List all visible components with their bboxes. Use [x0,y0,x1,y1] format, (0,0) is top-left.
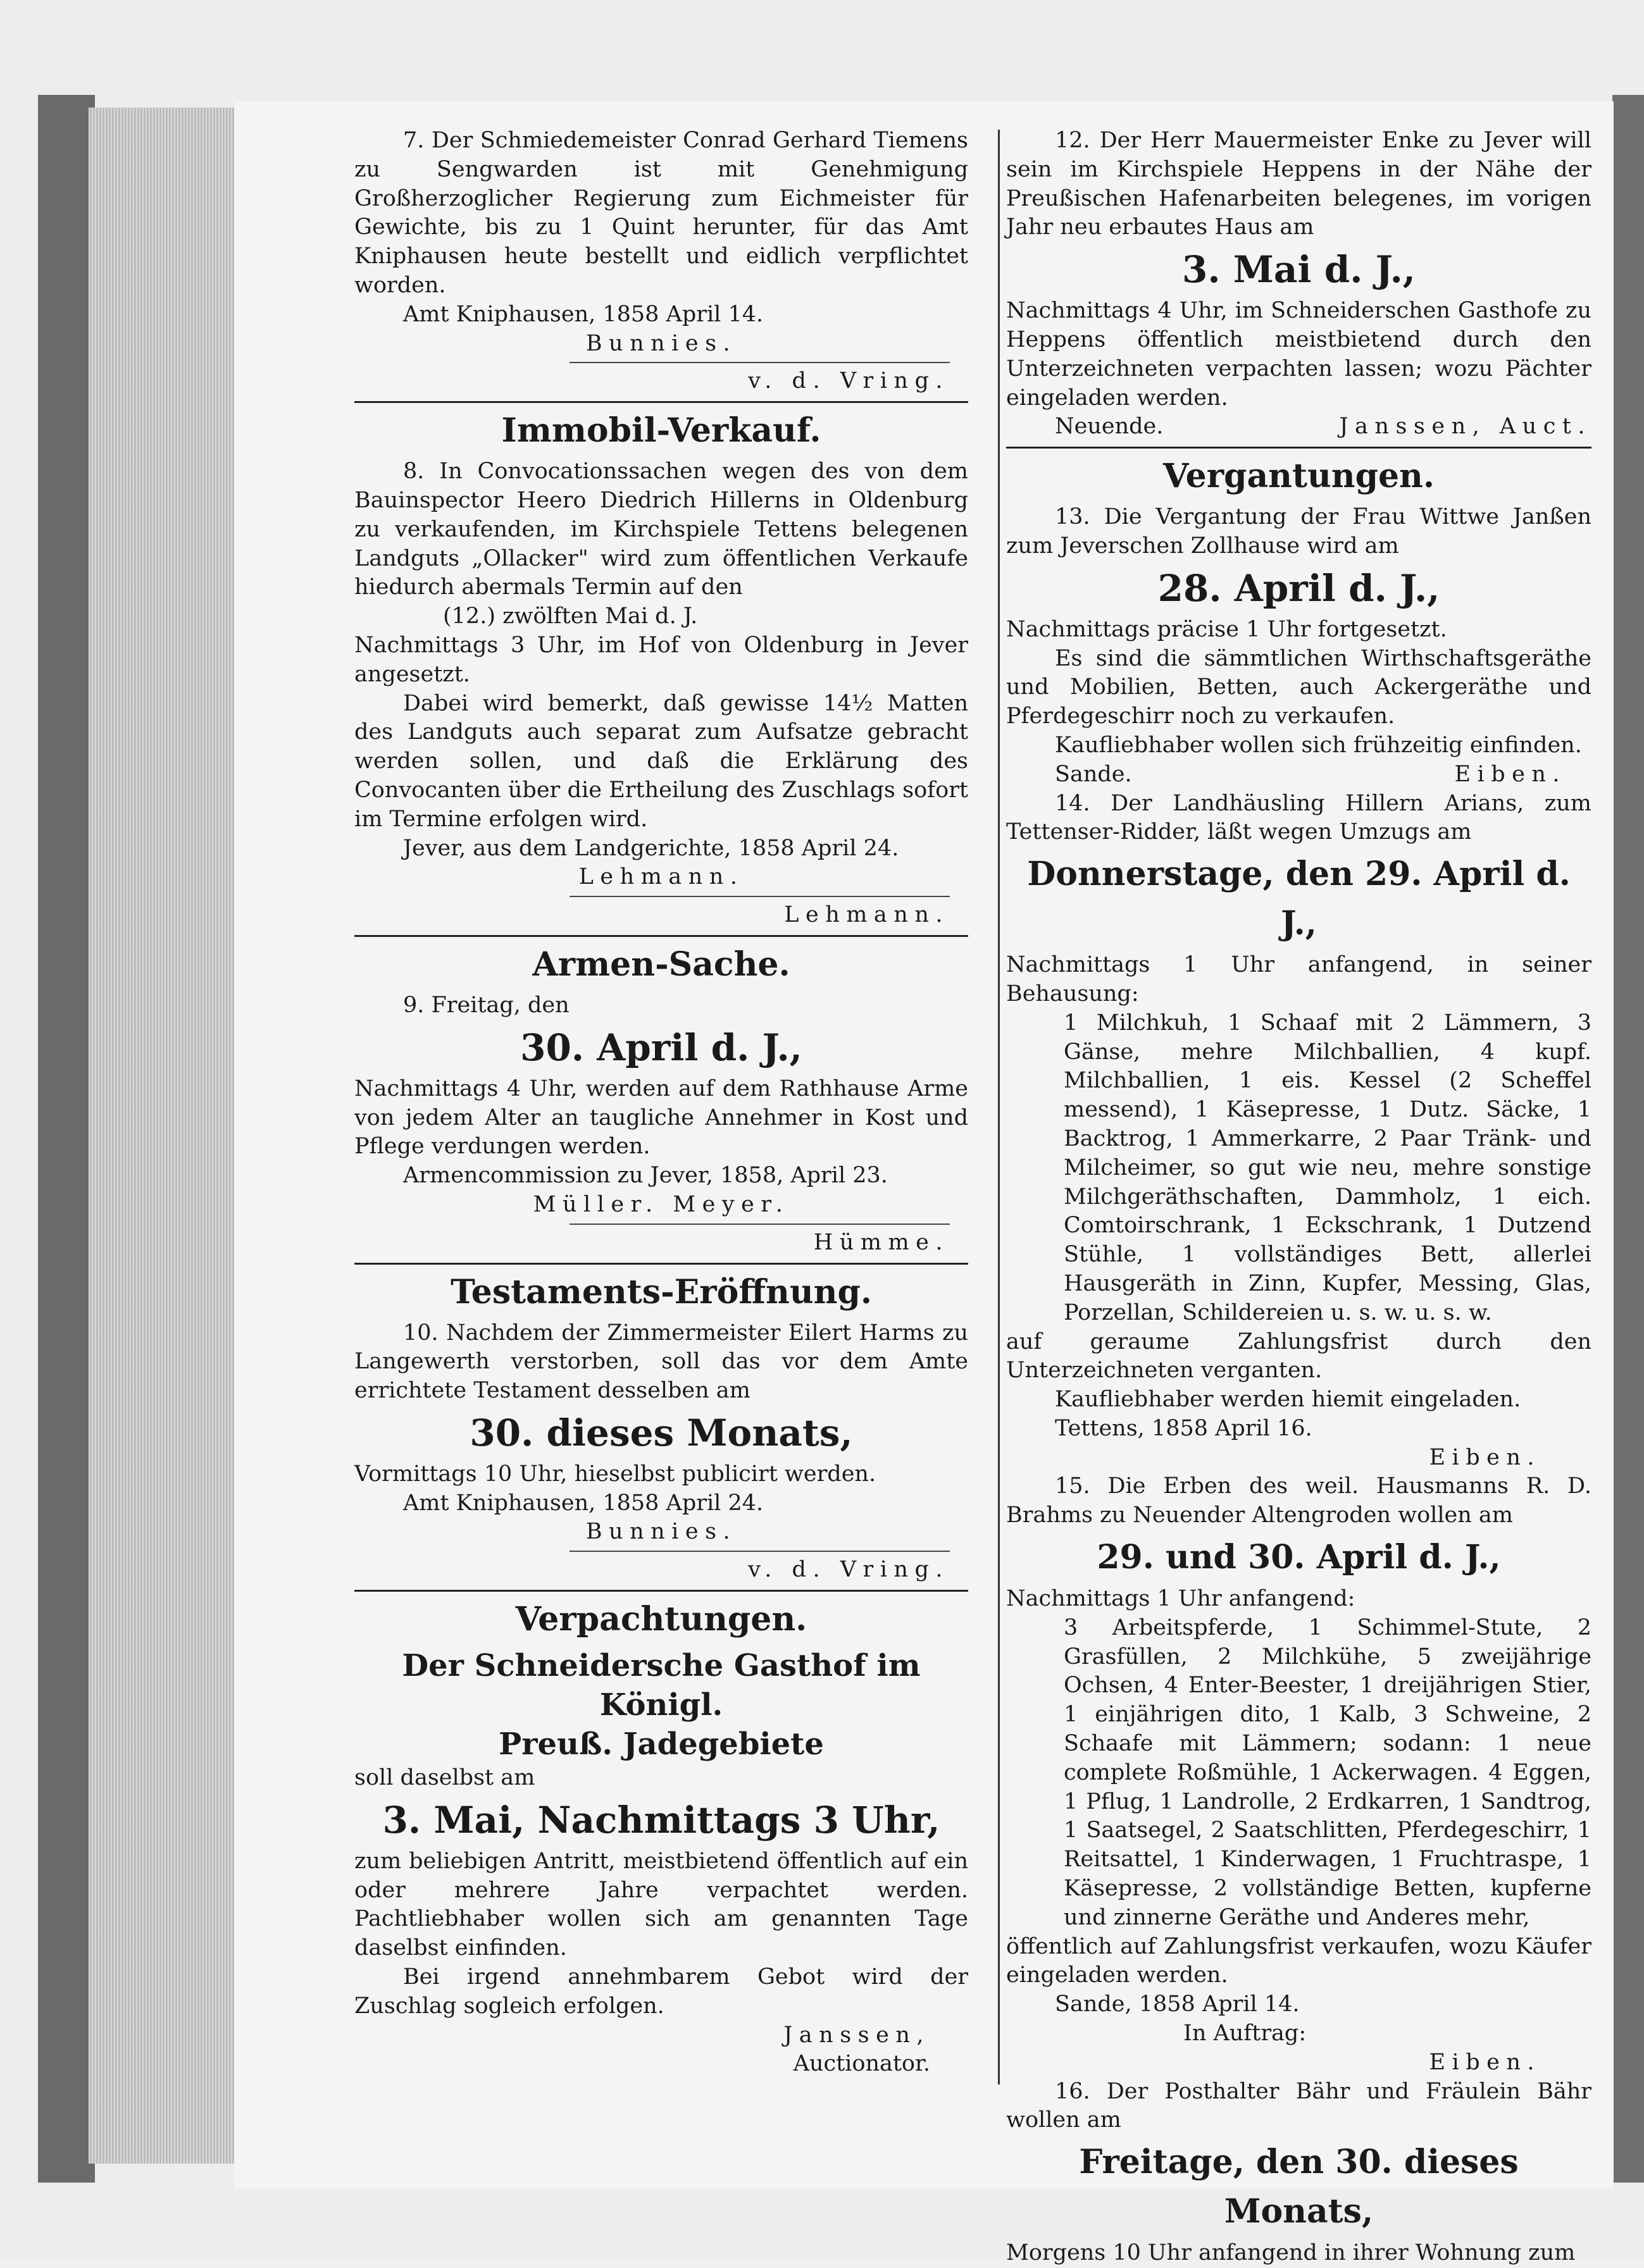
section-rule [354,935,968,937]
notice-place: Amt Kniphausen, 1858 April 24. [403,1490,764,1516]
section-armen [354,942,968,1258]
notice-text: Nachmittags präcise 1 Uhr fortgesetzt. [1006,616,1447,642]
left-column [354,127,968,2079]
section-rule [354,401,968,403]
notice-text: 12. Der Herr Mauermeister Enke zu Jever will sein im Kirchspiele Heppens in der Nähe der Preußischen Hafenarbeiten belegenes, im vorigen Jahr neu erbautes Haus am [1006,128,1591,240]
signature: v. d. Vring. [748,368,949,394]
notice-text: öffentlich auf Zahlungsfrist verkaufen, wozu Käufer eingeladen werden. [1006,1933,1591,1988]
notice-date: 28. April d. J., [1157,566,1440,610]
notice-text: Nachmittags 4 Uhr, werden auf dem Rathhause Arme von jedem Alter an taugliche Annehmer in Kost und Pflege verdungen werden. [354,1075,968,1160]
notice-date: 3. Mai d. J., [1181,248,1416,292]
subheading: Preuß. Jadegebiete [499,1726,824,1763]
notice-text: Nachmittags 3 Uhr, im Hof von Oldenburg in Jever angesetzt. [354,632,968,687]
notice-12 [1006,127,1591,442]
section-rule [354,1590,968,1592]
signature: Bunnies. [585,330,737,356]
notice-date: 3. Mai, Nachmittags 3 Uhr, [382,1798,940,1842]
notice-14 [1006,790,1591,1473]
notice-text: Morgens 10 Uhr anfangend in ihrer Wohnung zum [1006,2240,1576,2266]
notice-place [1006,760,1591,790]
item-list: 3 Arbeitspferde, 1 Schimmel-Stute, 2 Grasfüllen, 2 Milchkühe, 5 zweijährige Ochsen, 4 Enter-Beester, 1 dreijährigen Stier, 1 einjährigen dito, 1 Kalb, 3 Schweine, 2 Schaafe mit Lämmern; sodann: 1 neue complete Roßmühle, 1 Ackerwagen. 4 Eggen, 1 Pflug, 1 Landrolle, 2 Erdkarren, 1 Sandtrog, 1 Saatsegel, 2 Saatschlitten, Pferdegeschirr, 1 Reitsattel, 1 Kinderwagen, 1 Fruchtraspe, 1 Käsepresse, 2 vollständige Betten, kupferne und zinnerne Geräthe und Anderes mehr, [1064,1614,1591,1930]
notice-date: (12.) zwölften Mai d. J. [443,604,698,629]
divider [570,896,950,897]
right-column [1006,127,1591,2268]
notice-text: 13. Die Vergantung der Frau Wittwe Janßen zum Jeverschen Zollhause wird am [1006,504,1591,559]
signature: Lehmann. [578,864,744,890]
section-heading: Testaments-Eröffnung. [451,1272,872,1311]
section-heading: Immobil-Verkauf. [501,411,821,450]
notice-place [1006,412,1591,442]
signature: Bunnies. [585,1519,737,1545]
notice-place: Jever, aus dem Landgerichte, 1858 April 24. [403,835,899,861]
notice-text: Kaufliebhaber wollen sich frühzeitig einfinden. [1055,732,1582,758]
section-testament [354,1270,968,1585]
notice-date: 29. und 30. April d. J., [1097,1538,1501,1577]
notice-place: Armencommission zu Jever, 1858, April 23. [403,1163,888,1189]
section-rule [1006,447,1591,449]
notice-text: Kaufliebhaber werden hiemit eingeladen. [1055,1387,1521,1413]
place-name: Neuende. [1055,414,1164,440]
notice-15 [1006,1472,1591,2077]
newspaper-page [234,101,1614,2266]
signature: Janssen, [783,2022,930,2048]
notice-text: 8. In Convocationssachen wegen des von dem Bauinspector Heero Diedrich Hillerns in Oldenburg zu verkaufenden, im Kirchspiele Tettens belegenen Landguts „Ollacker" wird zum öffentlichen Verkaufe hiedurch abermals Termin auf den [354,459,968,600]
divider [570,1224,950,1225]
subheading: Der Schneidersche Gasthof im Königl. [402,1648,921,1723]
notice-7 [354,127,968,396]
item-list: 1 Milchkuh, 1 Schaaf mit 2 Lämmern, 3 Gänse, mehre Milchballien, 4 kupf. Milchballien, 1 eis. Kessel (2 Scheffel messend), 1 Käsepresse, 1 Dutz. Säcke, 1 Backtrog, 1 Ammerkarre, 2 Paar Tränk- und Milcheimer, so gut wie neu, mehre sonstige Milchgeräthschaften, Dammholz, 1 eich. Comtoirschrank, 1 Eckschrank, 1 Dutzend Stühle, 1 vollständiges Bett, allerlei Hausgeräth in Zinn, Kupfer, Messing, Glas, Porzellan, Schildereien u. s. w. u. s. w. [1064,1010,1591,1325]
right-margin-shadow [1612,95,1644,2183]
notice-date: Donnerstage, den 29. April d. J., [1027,855,1571,943]
page-edges [89,108,234,2164]
notice-date: Freitage, den 30. dieses Monats, [1079,2143,1519,2231]
notice-text: zum beliebigen Antritt, meistbietend öffentlich auf ein oder mehrere Jahre verpachtet werden. Pachtliebhaber wollen sich am genannten Tage daselbst einfinden. [354,1848,968,1961]
signature: Eiben. [1429,1444,1541,1470]
section-rule [354,1263,968,1265]
notice-place: Tettens, 1858 April 16. [1055,1415,1312,1441]
notice-text: Nachmittags 1 Uhr anfangend: [1006,1586,1355,1612]
signature: Hümme. [813,1229,949,1255]
notice-text: Bei irgend annehmbarem Gebot wird der Zuschlag sogleich erfolgen. [354,1964,968,2019]
notice-note: In Auftrag: [1183,2021,1307,2047]
signature: Eiben. [1454,761,1566,787]
notice-text: 7. Der Schmiedemeister Conrad Gerhard Tiemens zu Sengwarden ist mit Genehmigung Großherzoglicher Regierung zum Eichmeister für Gewichte, bis zu 1 Quint herunter, für das Amt Kniphausen heute bestellt und eidlich verpflichtet worden. [354,128,968,298]
section-verpachtungen [354,1597,968,2079]
notice-text: Dabei wird bemerkt, daß gewisse 14½ Matten des Landguts auch separat zum Aufsatze gebracht werden sollen, und daß die Erklärung des Convocanten über die Ertheilung des Zuschlags sofort im Termine erfolgen wird. [354,690,968,832]
notice-16 [1006,2078,1591,2268]
notice-text: soll daselbst am [354,1765,535,1791]
notice-text: 9. Freitag, den [403,992,570,1018]
section-heading: Verpachtungen. [515,1600,807,1639]
section-immobil [354,408,968,930]
notice-text: auf geraume Zahlungsfrist durch den Unterzeichneten verganten. [1006,1329,1591,1384]
notice-text: Nachmittags 1 Uhr anfangend, in seiner Behausung: [1006,952,1591,1007]
notice-place: Amt Kniphausen, 1858 April 14. [403,301,764,327]
signature: Lehmann. [784,902,949,928]
signature: v. d. Vring. [748,1557,949,1583]
section-heading: Vergantungen. [1163,457,1435,496]
place-name: Sande. [1055,761,1132,787]
notice-text: 16. Der Posthalter Bähr und Fräulein Bähr wollen am [1006,2078,1591,2133]
signature-title: Auctionator. [793,2051,930,2077]
signature: Eiben. [1429,2049,1541,2075]
notice-text: 15. Die Erben des weil. Hausmanns R. D. Brahms zu Neuender Altengroden wollen am [1006,1473,1591,1528]
notice-date: 30. dieses Monats, [470,1411,853,1454]
book-spine-shadow [38,95,95,2183]
notice-place: Sande, 1858 April 14. [1055,1992,1300,2017]
notice-text: Vormittags 10 Uhr, hieselbst publicirt werden. [354,1461,876,1487]
signature: Janssen, Auct. [1339,414,1591,440]
notice-text: 14. Der Landhäusling Hillern Arians, zum Tettenser-Ridder, läßt wegen Umzugs am [1006,790,1591,845]
notice-date: 30. April d. J., [520,1026,802,1069]
notice-text: Es sind die sämmtlichen Wirthschaftsgeräthe und Mobilien, Betten, auch Ackergeräthe und Pferdegeschirr noch zu verkaufen. [1006,645,1591,729]
notice-text: Nachmittags 4 Uhr, im Schneiderschen Gasthofe zu Heppens öffentlich meistbietend durch den Unterzeichneten verpachten lassen; wozu Pächter eingeladen werden. [1006,298,1591,411]
divider [570,1551,950,1552]
notice-text: 10. Nachdem der Zimmermeister Eilert Harms zu Langewerth verstorben, soll das vor dem Amte errichtete Testament desselben am [354,1320,968,1404]
section-vergantungen [1006,454,1591,789]
divider [570,362,950,363]
column-divider [998,130,1000,2085]
section-heading: Armen-Sache. [532,945,790,984]
signature: Müller. Meyer. [533,1191,790,1217]
